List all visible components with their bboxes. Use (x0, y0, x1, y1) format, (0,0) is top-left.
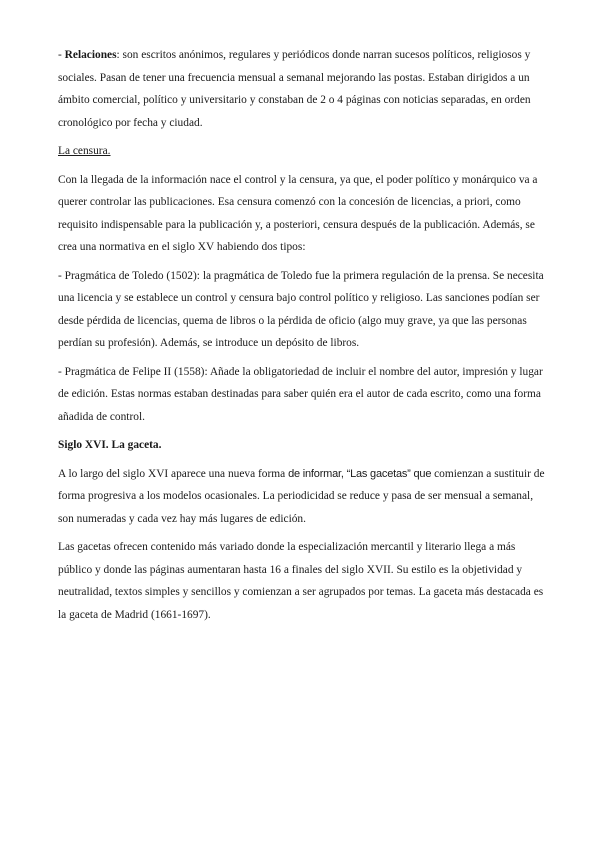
felipe-paragraph: - Pragmática de Felipe II (1558): Añade la obligatoriedad de incluir el nombre del autor, impresión y lugar de edición. Estas normas estaban destinadas para saber quién era el autor de cada escrito, como una forma añadida de control. (58, 365, 543, 423)
gaceta-paragraph-1-inline: de informar, “Las gacetas” que (288, 467, 432, 480)
gaceta-heading: Siglo XVI. La gaceta. (58, 439, 162, 451)
gaceta-paragraph-2: Las gacetas ofrecen contenido más variado donde la especialización mercantil y literario llega a más público y donde las páginas aumentaran hasta 16 a finales del siglo XVII. Su estilo es la objetividad y neutralidad, textos simples y sencillos y comienzan a ser agrupados por temas. La gaceta más destacada es la gaceta de Madrid (1661-1697). (58, 541, 544, 621)
relaciones-paragraph (58, 44, 548, 134)
relaciones-bullet: - (58, 49, 65, 61)
relaciones-term: Relaciones (64, 49, 117, 61)
toledo-paragraph: - Pragmática de Toledo (1502): la pragmática de Toledo fue la primera regulación de la prensa. Se necesita una licencia y se establece un control y censura bajo control político y religioso. Las sanciones podían ser desde pérdida de licencias, quema de libros o la pérdida de oficio (algo muy grave, ya que las personas perdían su profesión). Además, se introduce un depósito de libros. (58, 269, 544, 349)
gaceta-paragraph-1-start: A lo largo del siglo XVI aparece una nueva forma (58, 467, 289, 480)
gaceta-paragraph-1 (58, 463, 548, 531)
censura-paragraph: Con la llegada de la información nace el control y la censura, ya que, el poder político y monárquico va a querer controlar las publicaciones. Esa censura comenzó con la concesión de licencias, a priori, como requisito indispensable para la publicación y, a posteriori, censura después de la publicación. Además, se crea una normativa en el siglo XV habiendo dos tipos: (58, 173, 538, 253)
relaciones-text: : son escritos anónimos, regulares y periódicos donde narran sucesos políticos, religiosos y sociales. Pasan de tener una frecuencia mensual a semanal mejorando las postas. Estaban dirigidos a un ámbito comercial, político y universitario y constaban de 2 o 4 páginas con noticias separadas, en orden cronológico por fecha y ciudad. (58, 49, 531, 129)
document-body (58, 44, 548, 632)
censura-heading: La censura. (58, 145, 111, 157)
gaceta-paragraph-1-end: comienzan a sustituir de forma progresiva a los modelos ocasionales. La periodicidad se reduce y pasa de ser mensual a semanal, son numeradas y cada vez hay más lugares de edición. (58, 467, 545, 525)
